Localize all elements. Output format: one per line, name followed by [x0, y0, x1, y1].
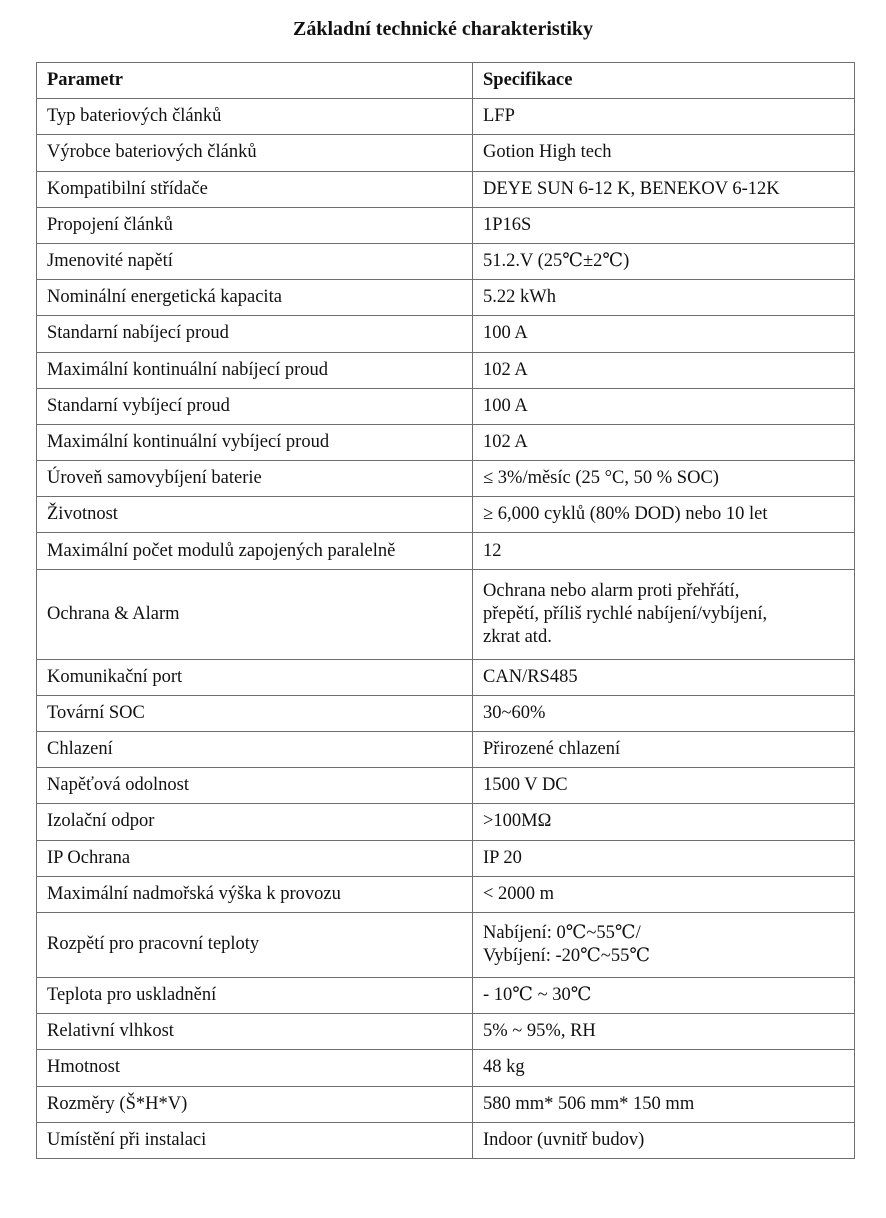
spec-cell: Gotion High tech — [473, 135, 855, 171]
table-row — [37, 876, 855, 912]
spec-cell: 12 — [473, 533, 855, 569]
spec-line: Nabíjení: 0℃~55℃/ — [483, 922, 641, 943]
param-cell: IP Ochrana — [37, 840, 473, 876]
spec-line: zkrat atd. — [483, 626, 552, 647]
spec-cell: 48 kg — [473, 1050, 855, 1086]
table-header-row — [37, 63, 855, 99]
spec-cell-multiline — [473, 912, 855, 977]
page-title: Základní technické charakteristiky — [292, 18, 593, 40]
table-row — [37, 1014, 855, 1050]
table-row — [37, 243, 855, 279]
spec-cell: Přirozené chlazení — [473, 732, 855, 768]
table-row — [37, 316, 855, 352]
table-row — [37, 732, 855, 768]
table-row — [37, 352, 855, 388]
table-row — [37, 768, 855, 804]
spec-cell: 102 A — [473, 352, 855, 388]
spec-cell: 1P16S — [473, 207, 855, 243]
spec-cell: 102 A — [473, 424, 855, 460]
param-cell: Typ bateriových článků — [37, 99, 473, 135]
param-cell: Relativní vlhkost — [37, 1014, 473, 1050]
spec-cell: 5.22 kWh — [473, 280, 855, 316]
param-cell: Kompatibilní střídače — [37, 171, 473, 207]
spec-cell: IP 20 — [473, 840, 855, 876]
table-row — [37, 977, 855, 1013]
spec-cell: < 2000 m — [473, 876, 855, 912]
param-cell: Standarní vybíjecí proud — [37, 388, 473, 424]
param-cell: Jmenovité napětí — [37, 243, 473, 279]
param-cell: Hmotnost — [37, 1050, 473, 1086]
spec-cell: LFP — [473, 99, 855, 135]
header-spec: Specifikace — [473, 63, 855, 99]
spec-table — [36, 62, 855, 1159]
spec-cell: >100MΩ — [473, 804, 855, 840]
param-cell: Teplota pro uskladnění — [37, 977, 473, 1013]
spec-cell-multiline — [473, 569, 855, 659]
param-cell: Rozměry (Š*H*V) — [37, 1086, 473, 1122]
param-cell: Rozpětí pro pracovní teploty — [37, 912, 473, 977]
table-row — [37, 1122, 855, 1158]
spec-cell: Indoor (uvnitř budov) — [473, 1122, 855, 1158]
spec-cell: CAN/RS485 — [473, 659, 855, 695]
spec-cell: 51.2.V (25℃±2℃) — [473, 243, 855, 279]
table-row — [37, 135, 855, 171]
param-cell: Napěťová odolnost — [37, 768, 473, 804]
param-cell: Maximální kontinuální vybíjecí proud — [37, 424, 473, 460]
spec-line: přepětí, příliš rychlé nabíjení/vybíjení, — [483, 603, 768, 624]
param-cell: Tovární SOC — [37, 695, 473, 731]
table-row — [37, 497, 855, 533]
table-row — [37, 569, 855, 659]
header-param: Parametr — [37, 63, 473, 99]
table-row — [37, 840, 855, 876]
param-cell: Výrobce bateriových článků — [37, 135, 473, 171]
table-row — [37, 695, 855, 731]
spec-cell: ≥ 6,000 cyklů (80% DOD) nebo 10 let — [473, 497, 855, 533]
spec-cell: DEYE SUN 6-12 K, BENEKOV 6-12K — [473, 171, 855, 207]
table-row — [37, 659, 855, 695]
param-cell: Maximální nadmořská výška k provozu — [37, 876, 473, 912]
spec-line: Ochrana nebo alarm proti přehřátí, — [483, 580, 740, 601]
table-row — [37, 424, 855, 460]
spec-cell: 100 A — [473, 388, 855, 424]
param-cell: Ochrana & Alarm — [37, 569, 473, 659]
param-cell: Úroveň samovybíjení baterie — [37, 461, 473, 497]
spec-line: Vybíjení: -20℃~55℃ — [483, 945, 651, 966]
table-row — [37, 1050, 855, 1086]
table-row — [37, 1086, 855, 1122]
table-row — [37, 461, 855, 497]
param-cell: Životnost — [37, 497, 473, 533]
table-row — [37, 99, 855, 135]
table-row — [37, 912, 855, 977]
param-cell: Maximální kontinuální nabíjecí proud — [37, 352, 473, 388]
table-row — [37, 533, 855, 569]
param-cell: Komunikační port — [37, 659, 473, 695]
spec-cell: 30~60% — [473, 695, 855, 731]
param-cell: Standarní nabíjecí proud — [37, 316, 473, 352]
spec-cell: ≤ 3%/měsíc (25 °C, 50 % SOC) — [473, 461, 855, 497]
param-cell: Nominální energetická kapacita — [37, 280, 473, 316]
table-row — [37, 388, 855, 424]
table-row — [37, 171, 855, 207]
spec-cell: 100 A — [473, 316, 855, 352]
spec-cell: 580 mm* 506 mm* 150 mm — [473, 1086, 855, 1122]
spec-cell: 5% ~ 95%, RH — [473, 1014, 855, 1050]
table-row — [37, 207, 855, 243]
param-cell: Umístění při instalaci — [37, 1122, 473, 1158]
param-cell: Maximální počet modulů zapojených paralelně — [37, 533, 473, 569]
table-row — [37, 280, 855, 316]
spec-cell: - 10℃ ~ 30℃ — [473, 977, 855, 1013]
param-cell: Izolační odpor — [37, 804, 473, 840]
spec-cell: 1500 V DC — [473, 768, 855, 804]
param-cell: Propojení článků — [37, 207, 473, 243]
param-cell: Chlazení — [37, 732, 473, 768]
table-row — [37, 804, 855, 840]
